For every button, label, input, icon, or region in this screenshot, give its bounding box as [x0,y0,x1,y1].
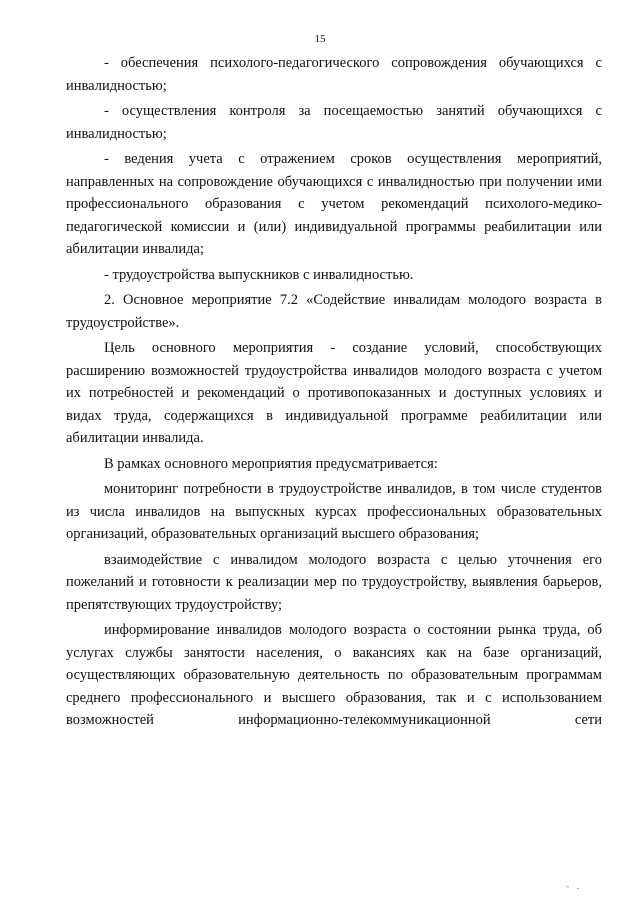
paragraph-4: - трудоустройства выпускников с инвалидностью. [104,266,414,283]
paragraph-10: информирование инвалидов молодого возраста о состоянии рынка труда, об услугах службы занятости населения, о вакансиях как на базе организаций, осуществляющих образовательную деятельность по образовательным программам среднего профессионального и высшего образования, так и с использованием возможностей информационно-телекоммуникационной сети [66,622,602,728]
paragraph-5: 2. Основное мероприятие 7.2 «Содействие инвалидам молодого возраста в трудоустройстве». [66,292,602,331]
paragraph-3: - ведения учета с отражением сроков осуществления мероприятий, направленных на сопровождение обучающихся с инвалидностью при получении ими профессионального образования с учетом рекомендаций психолого-медико-педагогической комиссии и (или) индивидуальной программы реабилитации или абилитации инвалида; [66,151,602,257]
paragraph-1: - обеспечения психолого-педагогического сопровождения обучающихся с инвалидностью; [66,55,602,94]
document-body [66,52,602,732]
paragraph-2: - осуществления контроля за посещаемостью занятий обучающихся с инвалидностью; [66,103,602,142]
paragraph-6: Цель основного мероприятия - создание условий, способствующих расширению возможностей трудоустройства инвалидов молодого возраста с учетом их потребностей и рекомендаций о противопоказанных и доступных условиях и видах труда, содержащихся в индивидуальной программе реабилитации или абилитации инвалида. [66,340,602,446]
page-number: 15 [314,33,326,45]
paragraph-8: мониторинг потребности в трудоустройстве инвалидов, в том числе студентов из числа инвалидов на выпускных курсах профессиональных образовательных организаций, образовательных организаций высшего образования; [66,481,602,542]
footer-mark: - . [566,882,582,891]
paragraph-7: В рамках основного мероприятия предусматривается: [104,455,438,472]
paragraph-9: взаимодействие с инвалидом молодого возраста с целью уточнения его пожеланий и готовности к реализации мер по трудоустройству, выявления барьеров, препятствующих трудоустройству; [66,551,602,613]
